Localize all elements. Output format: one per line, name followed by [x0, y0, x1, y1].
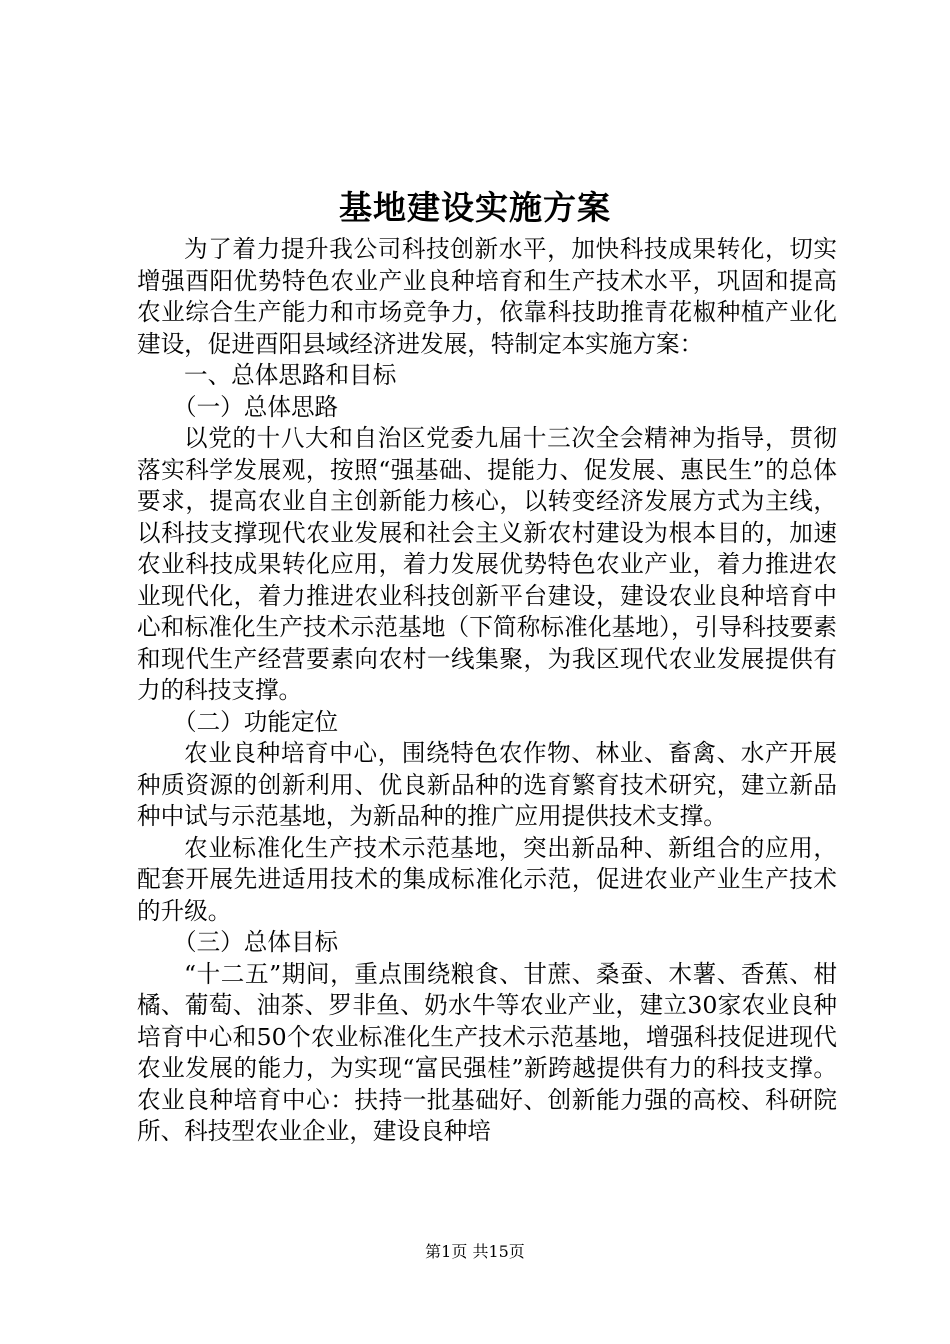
intro-paragraph: 为了着力提升我公司科技创新水平，加快科技成果转化，切实增强酉阳优势特色农业产业良种培育和生产技术水平，巩固和提高农业综合生产能力和市场竞争力，依靠科技助推青花椒种植产业化建设，促进酉阳县域经济进发展，特制定本实施方案： — [137, 235, 837, 358]
subsection-paragraph-1: 以党的十八大和自治区党委九届十三次全会精神为指导，贯彻落实科学发展观，按照“强基础、提能力、促发展、惠民生”的总体要求，提高农业自主创新能力核心，以转变经济发展方式为主线，以科技支撑现代农业发展和社会主义新农村建设为根本目的，加速农业科技成果转化应用，着力发展优势特色农业产业，着力推进农业现代化，着力推进农业科技创新平台建设，建设农业良种培育中心和标准化生产技术示范基地（下简称标准化基地），引导科技要素和现代生产经营要素向农村一线集聚，为我区现代农业发展提供有力的科技支撑。 — [137, 424, 837, 704]
subsection-heading-2: （二）功能定位 — [173, 707, 339, 736]
subsection-paragraph-3: “十二五”期间，重点围绕粮食、甘蔗、桑蚕、木薯、香蕉、柑橘、葡萄、油茶、罗非鱼、奶水牛等农业产业，建立30家农业良种培育中心和50个农业标准化生产技术示范基地，增强科技促进现代农业发展的能力，为实现“富民强桂”新跨越提供有力的科技支撑。农业良种培育中心：扶持一批基础好、创新能力强的高校、科研院所、科技型农业企业，建设良种培 — [137, 959, 837, 1145]
document-body — [137, 234, 837, 1148]
page-number: 第1页 共15页 — [425, 1242, 525, 1261]
subsection-heading-1: （一）总体思路 — [173, 392, 339, 421]
subsection-paragraph-2a: 农业良种培育中心，围绕特色农作物、林业、畜禽、水产开展种质资源的创新利用、优良新品种的选育繁育技术研究，建立新品种中试与示范基地，为新品种的推广应用提供技术支撑。 — [137, 739, 837, 830]
subsection-paragraph-2b: 农业标准化生产技术示范基地，突出新品种、新组合的应用，配套开展先进适用技术的集成标准化示范，促进农业产业生产技术的升级。 — [137, 833, 837, 925]
document-title: 基地建设实施方案 — [339, 188, 611, 227]
subsection-heading-3: （三）总体目标 — [173, 928, 339, 956]
section-heading-1: 一、总体思路和目标 — [184, 361, 397, 389]
